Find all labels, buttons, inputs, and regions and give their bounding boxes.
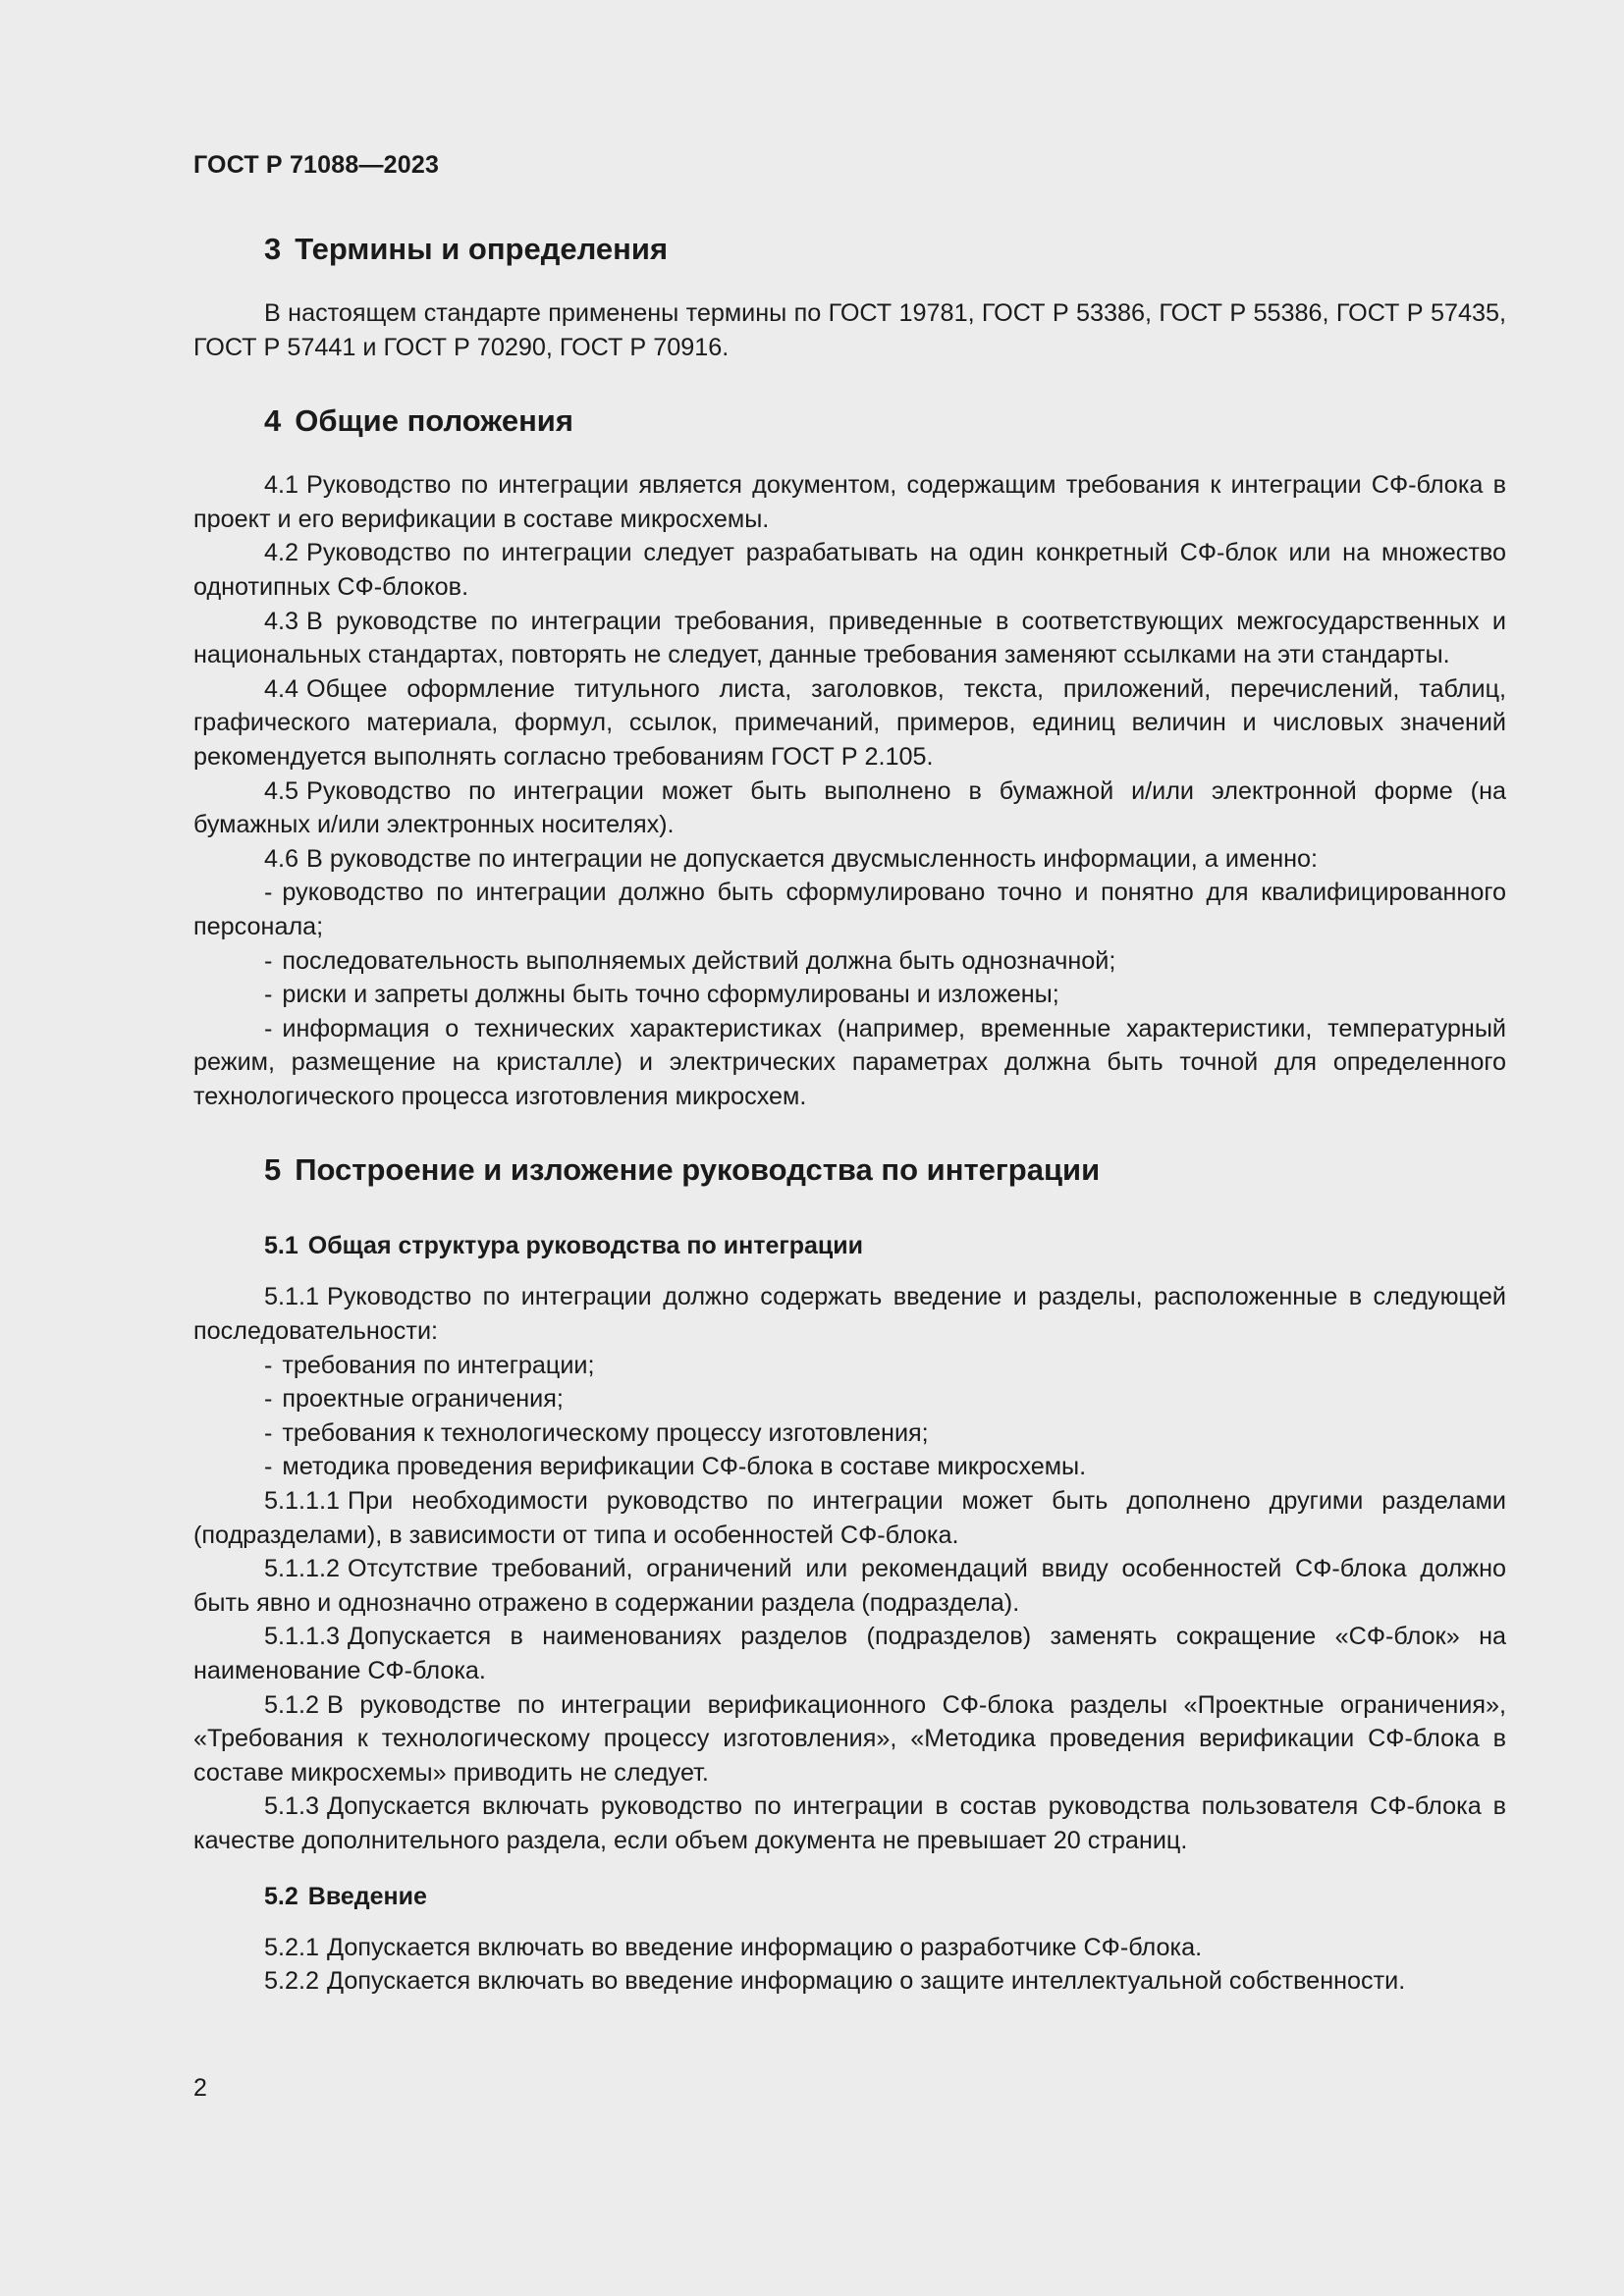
clause-number: 4.5 xyxy=(264,776,299,805)
clause-text: Руководство по интеграции следует разрабатывать на один конкретный СФ-блок или на множество однотипных СФ-блоков. xyxy=(193,539,1506,601)
clause-4-6 xyxy=(193,842,1506,877)
clause-number: 5.1.1.3 xyxy=(264,1623,341,1651)
clause-text: Допускается в наименованиях разделов (подразделов) заменять сокращение «СФ-блок» на наименование СФ-блока. xyxy=(193,1623,1506,1684)
clause-4-3 xyxy=(193,605,1506,672)
section-4-heading xyxy=(193,401,1506,441)
clause-text: В руководстве по интеграции не допускается двусмысленность информации, а именно: xyxy=(306,844,1319,873)
section-title: Термины и определения xyxy=(295,232,669,266)
clause-4-4 xyxy=(193,672,1506,774)
list-item: - требования по интеграции; xyxy=(264,1351,595,1379)
clause-4-1 xyxy=(193,468,1506,536)
clause-5-1-2 xyxy=(193,1688,1506,1790)
subsection-number: 5.1 xyxy=(264,1232,298,1260)
clause-4-2 xyxy=(193,536,1506,604)
list-item: - руководство по интеграции должно быть сформулировано точно и понятно для квалифицированного персонала; xyxy=(193,879,1506,940)
clause-5-2-1 xyxy=(193,1931,1506,1965)
clause-number: 4.4 xyxy=(264,674,299,703)
clause-text: Руководство по интеграции является документом, содержащим требования к интеграции СФ-блока в проект и его верификации в составе микросхемы. xyxy=(193,471,1506,533)
clause-5-2-2 xyxy=(193,1964,1506,1999)
clause-number: 4.1 xyxy=(264,471,299,500)
clause-number: 5.2.2 xyxy=(264,1967,320,1996)
section-number: 4 xyxy=(264,403,282,439)
subsection-5-1-heading xyxy=(193,1229,1506,1262)
list-item: - информация о технических характеристиках (например, временные характеристики, температурный режим, размещение на кристалле) и электрических параметрах должна быть точной для определенного технологического процесса изготовления микросхем. xyxy=(193,1014,1506,1110)
clause-text: Допускается включать во введение информацию о защите интеллектуальной собственности. xyxy=(327,1967,1406,1996)
clause-text: Общее оформление титульного листа, заголовков, текста, приложений, перечислений, таблиц, графического материала, формул, ссылок, примечаний, примеров, единиц величин и числовых значений рекомендуется выполнять согласно требованиям ГОСТ Р 2.105. xyxy=(193,674,1506,771)
clause-number: 5.1.1 xyxy=(264,1283,320,1311)
clause-4-5 xyxy=(193,774,1506,842)
section-5-heading xyxy=(193,1150,1506,1190)
clause-5-1-1-1 xyxy=(193,1484,1506,1552)
list-item: - требования к технологическому процессу изготовления; xyxy=(264,1418,929,1447)
clause-number: 5.2.1 xyxy=(264,1933,320,1961)
section-number: 5 xyxy=(264,1152,282,1188)
clause-5-1-1-3 xyxy=(193,1620,1506,1687)
subsection-5-2-heading xyxy=(193,1880,1506,1913)
clause-5-1-1-2 xyxy=(193,1552,1506,1620)
paragraph: В настоящем стандарте применены термины по ГОСТ 19781, ГОСТ Р 53386, ГОСТ Р 55386, ГОСТ Р 57435, ГОСТ Р 57441 и ГОСТ Р 70290, ГОСТ Р 70916. xyxy=(193,299,1506,361)
document-code: ГОСТ Р 71088—2023 xyxy=(193,151,440,179)
clause-text: Допускается включать руководство по интеграции в состав руководства пользователя СФ-блока в качестве дополнительного раздела, если объем документа не превышает 20 страниц. xyxy=(193,1792,1506,1854)
page-number: 2 xyxy=(193,2074,207,2102)
list-item: - методика проведения верификации СФ-блока в составе микросхемы. xyxy=(264,1453,1087,1481)
list-item: - риски и запреты должны быть точно сформулированы и изложены; xyxy=(264,981,1059,1009)
clause-number: 5.1.3 xyxy=(264,1792,320,1821)
clause-text: Отсутствие требований, ограничений или рекомендаций ввиду особенностей СФ-блока должно быть явно и однозначно отражено в содержании раздела (подраздела). xyxy=(193,1555,1506,1617)
clause-text: Руководство по интеграции должно содержать введение и разделы, расположенные в следующей последовательности: xyxy=(193,1283,1506,1346)
document-page xyxy=(193,147,1506,1999)
list-item: - проектные ограничения; xyxy=(264,1385,564,1414)
clause-number: 5.1.1.1 xyxy=(264,1487,341,1516)
list-item: - последовательность выполняемых действий должна быть однозначной; xyxy=(264,946,1116,975)
clause-text: При необходимости руководство по интеграции может быть дополнено другими разделами (подразделами), в зависимости от типа и особенностей СФ-блока. xyxy=(193,1487,1506,1549)
clause-number: 4.6 xyxy=(264,844,299,873)
clause-number: 5.1.1.2 xyxy=(264,1555,341,1583)
clause-text: Допускается включать во введение информацию о разработчике СФ-блока. xyxy=(327,1933,1203,1961)
section-title: Построение и изложение руководства по интеграции xyxy=(295,1152,1101,1188)
clause-text: В руководстве по интеграции верификационного СФ-блока разделы «Проектные ограничения», «Требования к технологическому процессу изготовления», «Методика проведения верификации СФ-блока в составе микросхемы» приводить не следует. xyxy=(193,1690,1506,1787)
section-number: 3 xyxy=(264,232,282,266)
subsection-number: 5.2 xyxy=(264,1882,298,1910)
clause-number: 4.2 xyxy=(264,539,299,567)
clause-text: В руководстве по интеграции требования, приведенные в соответствующих межгосударственных и национальных стандартах, повторять не следует, данные требования заменяют ссылками на эти стандарты. xyxy=(193,607,1506,669)
clause-number: 4.3 xyxy=(264,607,299,635)
clause-5-1-3 xyxy=(193,1789,1506,1857)
clause-5-1-1 xyxy=(193,1280,1506,1348)
clause-number: 5.1.2 xyxy=(264,1690,320,1719)
section-3-heading xyxy=(193,230,1506,269)
clause-text: Руководство по интеграции может быть выполнено в бумажной и/или электронной форме (на бумажных и/или электронных носителях). xyxy=(193,776,1506,839)
section-title: Общие положения xyxy=(295,403,573,439)
subsection-title: Общая структура руководства по интеграции xyxy=(307,1232,864,1260)
subsection-title: Введение xyxy=(307,1882,427,1910)
